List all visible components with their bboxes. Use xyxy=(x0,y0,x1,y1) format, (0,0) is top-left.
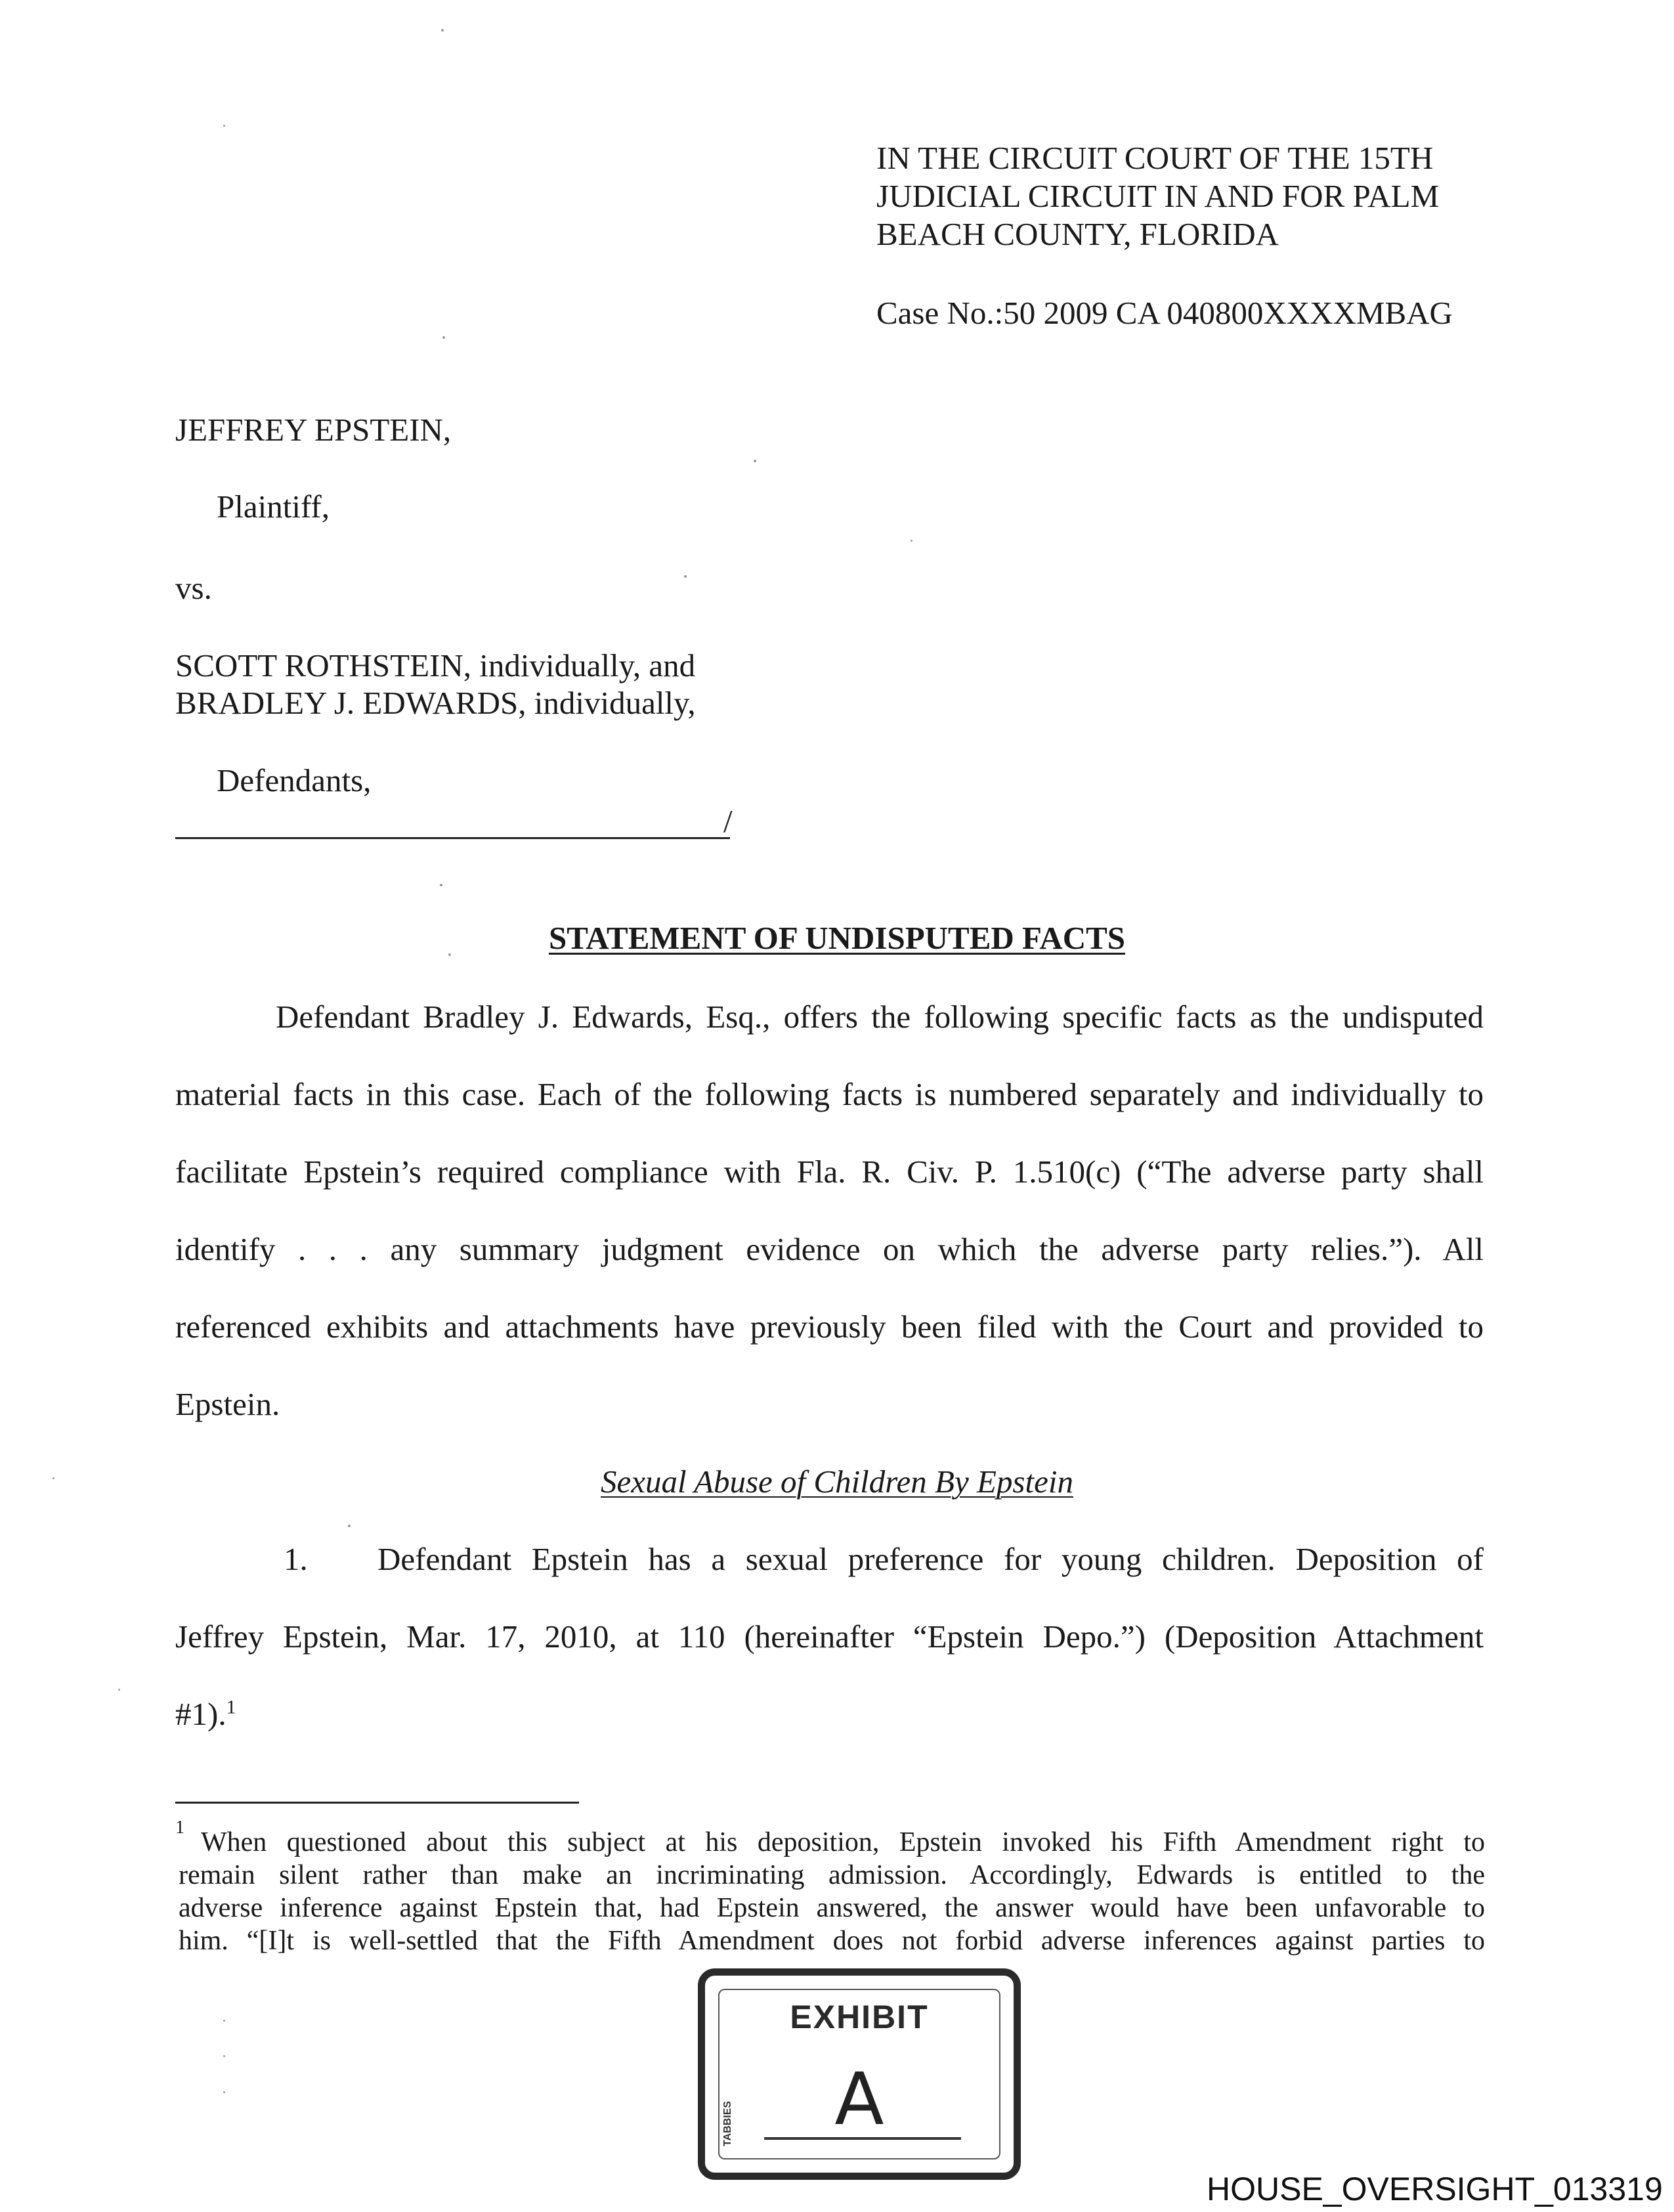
signature-rule xyxy=(175,837,730,839)
court-caption xyxy=(876,139,1439,253)
scan-artifact xyxy=(223,2055,225,2057)
intro-line: Epstein. xyxy=(175,1386,280,1422)
scan-artifact xyxy=(223,125,225,127)
scan-artifact xyxy=(442,336,445,339)
intro-line: material facts in this case. Each of the following facts is numbered separately and individually to xyxy=(175,1076,1484,1112)
fact-line: Defendant Epstein has a sexual preference for young children. Deposition of xyxy=(377,1541,1484,1577)
intro-line: Defendant Bradley J. Edwards, Esq., offers the following specific facts as the undisputed xyxy=(276,999,1484,1035)
footnote-line: him. “[I]t is well-settled that the Fifth Amendment does not forbid adverse inferences against parties to xyxy=(179,1926,1485,1956)
scan-artifact xyxy=(684,575,687,578)
intro-line: identify . . . any summary judgment evidence on which the adverse party relies.”). All xyxy=(175,1231,1484,1267)
footnote-line: remain silent rather than make an incriminating admission. Accordingly, Edwards is entitled to the xyxy=(179,1860,1485,1890)
footnote-line: adverse inference against Epstein that, had Epstein answered, the answer would have been unfavorable to xyxy=(179,1893,1485,1923)
scan-artifact xyxy=(448,953,451,956)
case-number: Case No.:50 2009 CA 040800XXXXMBAG xyxy=(876,295,1453,331)
footnote-reference: 1 xyxy=(226,1696,236,1718)
fact-line: Jeffrey Epstein, Mar. 17, 2010, at 110 (hereinafter “Epstein Depo.”) (Deposition Attachment xyxy=(175,1618,1484,1655)
section-heading: Sexual Abuse of Children By Epstein xyxy=(601,1464,1073,1500)
intro-line: facilitate Epstein’s required compliance with Fla. R. Civ. P. 1.510(c) (“The adverse party shall xyxy=(175,1154,1484,1190)
scan-artifact xyxy=(754,460,756,462)
exhibit-stamp xyxy=(698,1968,1021,2180)
scan-artifact xyxy=(53,1477,54,1479)
fact-line-end xyxy=(175,1695,236,1733)
footnote-line: When questioned about this subject at his deposition, Epstein invoked his Fifth Amendment right to xyxy=(201,1827,1485,1857)
intro-line: referenced exhibits and attachments have previously been filed with the Court and provided to xyxy=(175,1309,1484,1345)
court-caption-line: IN THE CIRCUIT COURT OF THE 15TH xyxy=(876,140,1434,176)
scan-artifact xyxy=(348,1525,351,1527)
court-caption-line: BEACH COUNTY, FLORIDA xyxy=(876,216,1279,252)
document-title: STATEMENT OF UNDISPUTED FACTS xyxy=(548,920,1126,956)
defendant-role: Defendants, xyxy=(217,762,372,798)
signature-slash: / xyxy=(723,803,733,839)
exhibit-stamp-line xyxy=(764,2137,961,2140)
fact-line-text: #1). xyxy=(175,1696,226,1732)
scan-artifact xyxy=(223,2020,225,2022)
scan-artifact xyxy=(440,884,442,886)
exhibit-stamp-title: EXHIBIT xyxy=(790,1999,929,2035)
defendant-line: SCOTT ROTHSTEIN, individually, and xyxy=(175,647,696,683)
scan-artifact xyxy=(441,29,444,32)
footnote-marker: 1 xyxy=(175,1817,184,1838)
fact-number: 1. xyxy=(284,1541,308,1577)
versus: vs. xyxy=(175,570,212,606)
scan-artifact xyxy=(118,1689,120,1691)
defendant-line: BRADLEY J. EDWARDS, individually, xyxy=(175,685,696,721)
bates-number: HOUSE_OVERSIGHT_013319 xyxy=(1207,2171,1663,2207)
plaintiff-role: Plaintiff, xyxy=(217,488,330,525)
plaintiff-name: JEFFREY EPSTEIN, xyxy=(175,412,452,448)
footnote-rule xyxy=(175,1802,579,1804)
scan-artifact xyxy=(223,2091,225,2093)
exhibit-stamp-letter: A xyxy=(834,2057,884,2141)
exhibit-stamp-brand-text: TABBIES xyxy=(722,2100,733,2146)
scan-artifact xyxy=(911,540,912,542)
court-caption-line: JUDICIAL CIRCUIT IN AND FOR PALM xyxy=(876,178,1440,214)
